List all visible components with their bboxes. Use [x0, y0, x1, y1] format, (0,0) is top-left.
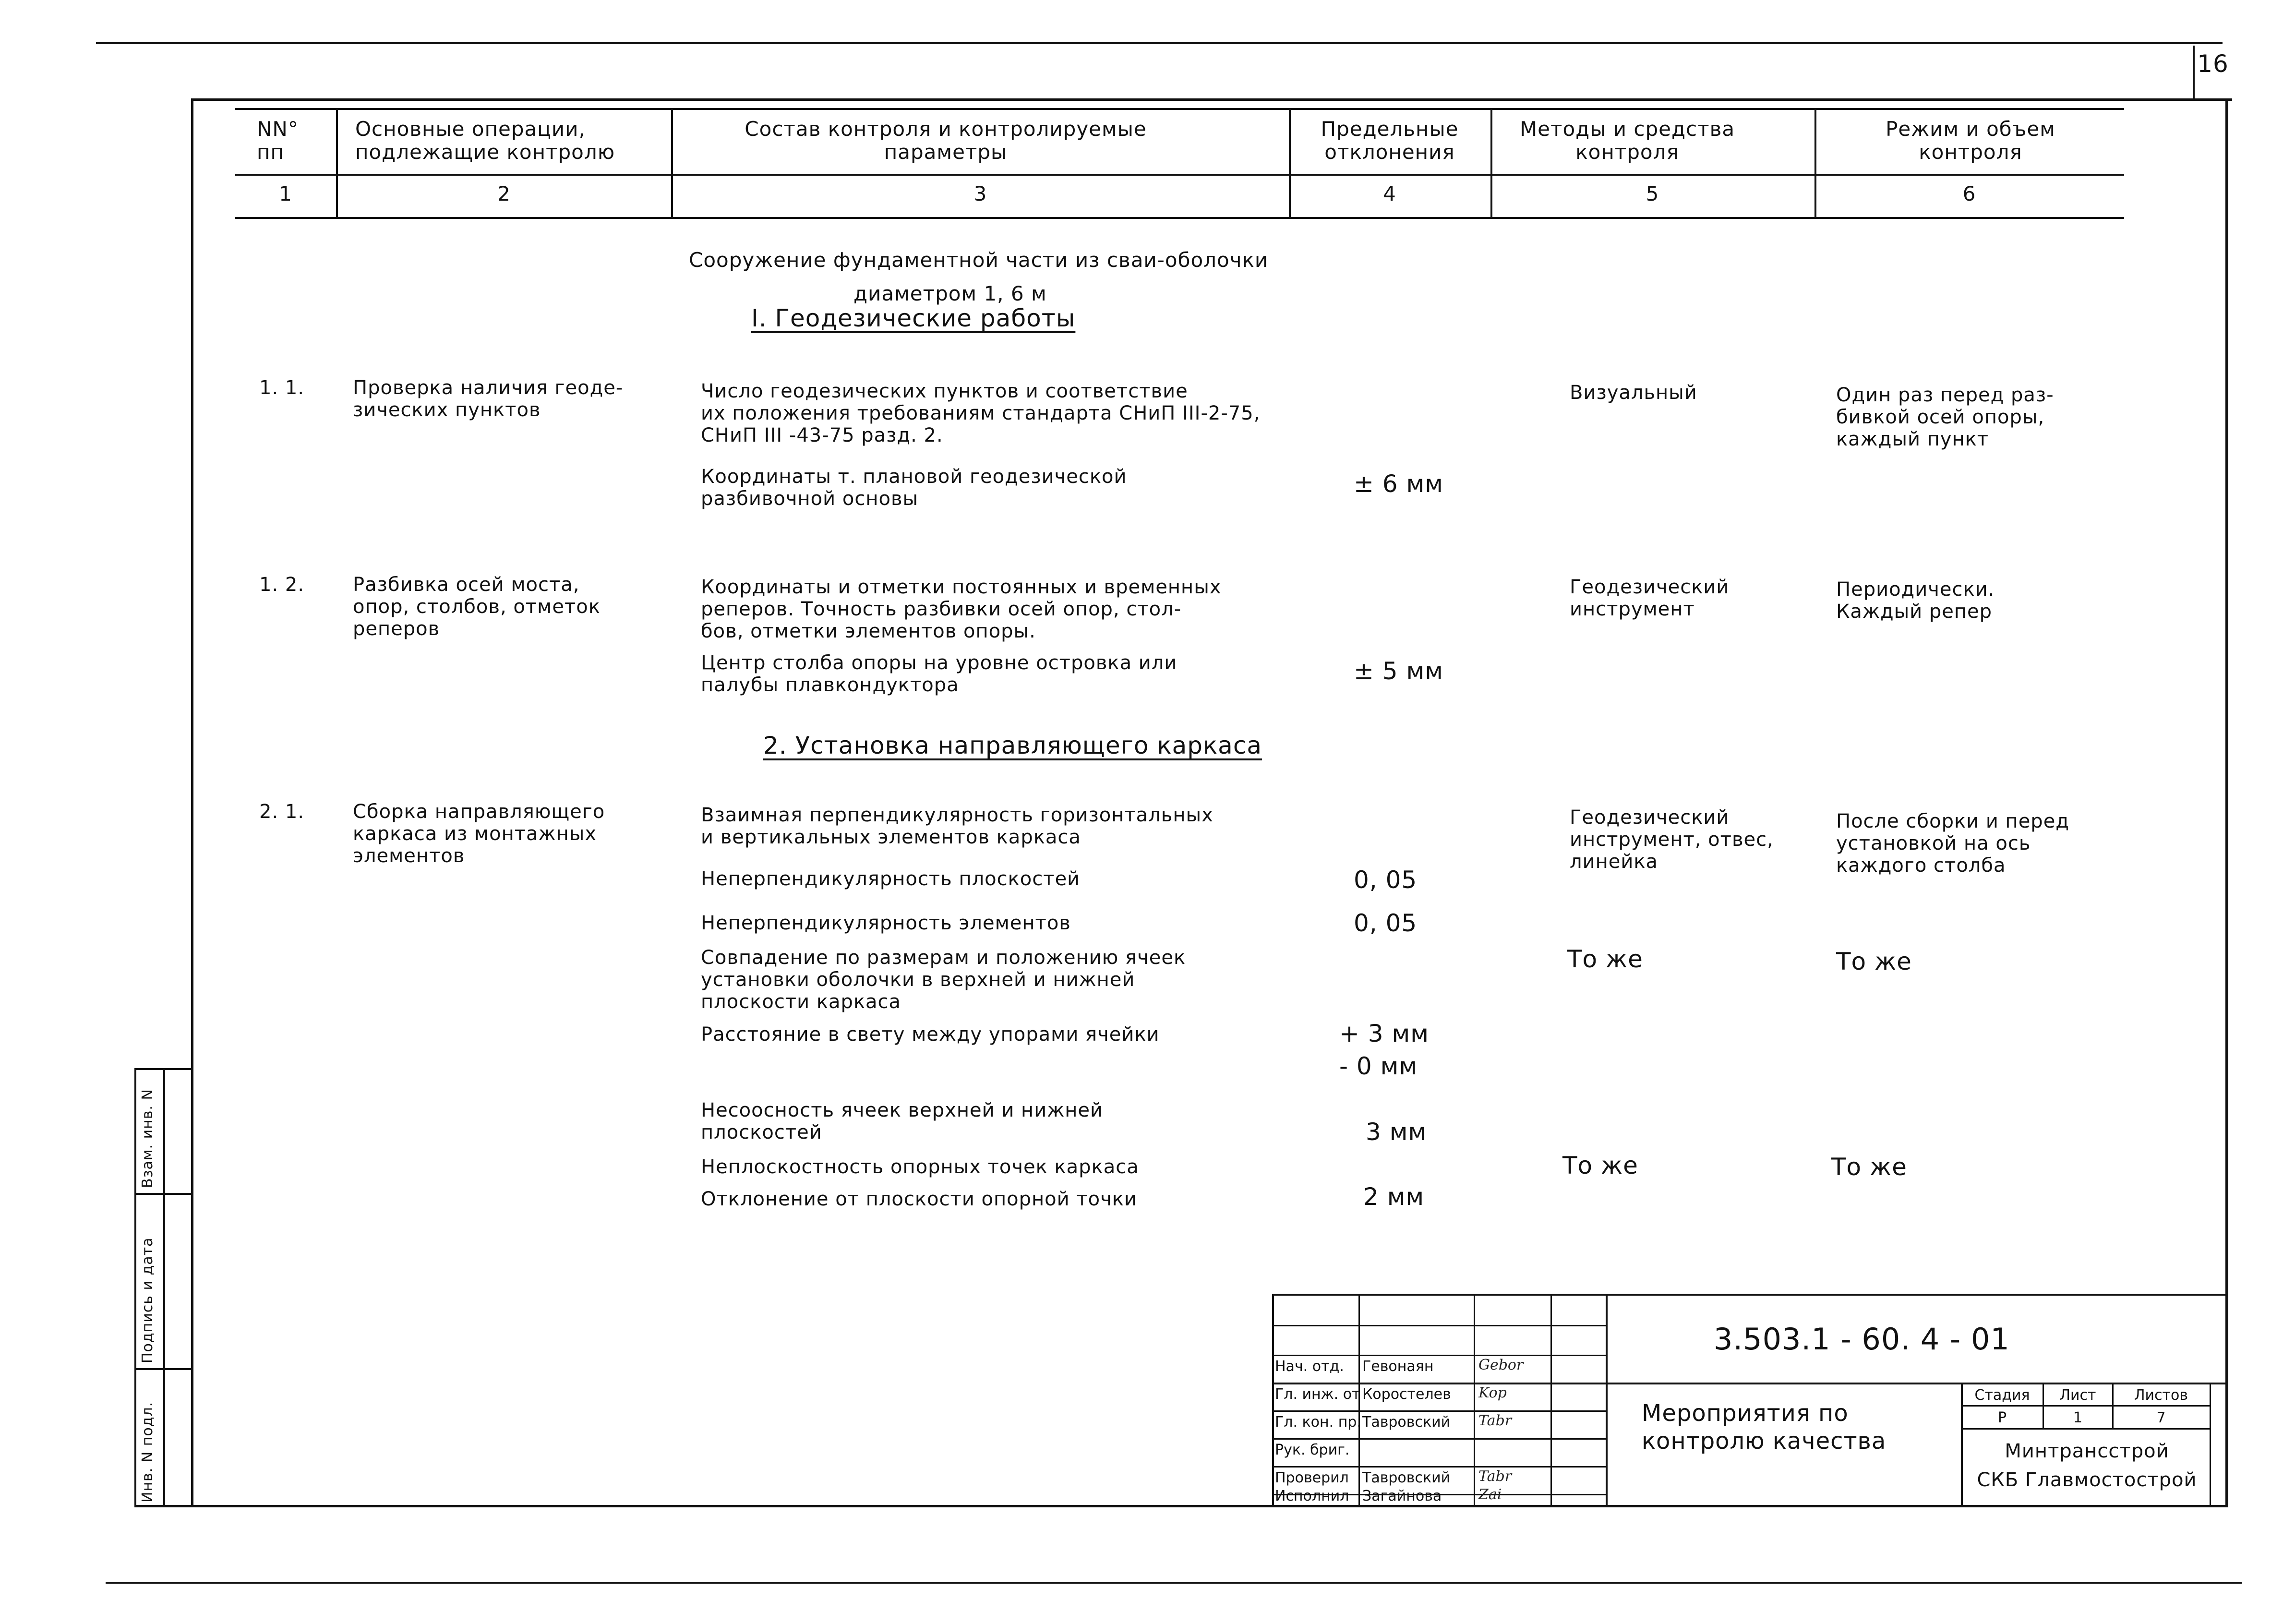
document-title-line1: Сооружение фундаментной части из сваи-оболочки	[689, 248, 1269, 272]
stamp-role-2: Гл. инж. от	[1275, 1386, 1360, 1403]
row21-number: 2. 1.	[259, 801, 305, 823]
stamp-name-1: Гевонаян	[1362, 1358, 1434, 1375]
stamp-role-5: Проверил	[1275, 1469, 1349, 1486]
stamp-sign-3: Tabr	[1478, 1412, 1512, 1429]
col-num-6: 6	[1962, 182, 1976, 205]
row12-number: 1. 2.	[259, 574, 305, 596]
stamp-sign-5: Tabr	[1478, 1468, 1512, 1485]
stamp-name-5: Тавровский	[1362, 1469, 1451, 1486]
header-col4: Предельные отклонения	[1321, 117, 1459, 164]
row11-number: 1. 1.	[259, 377, 305, 399]
frame-left	[191, 98, 193, 1507]
stamp-stage-value: Р	[1997, 1409, 2007, 1426]
row21-deviation5-minus: - 0 мм	[1339, 1052, 1418, 1080]
frame-top	[192, 98, 2232, 101]
top-margin-line	[96, 42, 2223, 44]
col-num-2: 2	[497, 182, 511, 205]
row12-method: Геодезический инструмент	[1570, 576, 1730, 620]
stamp-sheets-label: Листов	[2134, 1387, 2188, 1404]
row21-param2: Неперпендикулярность плоскостей	[701, 868, 1081, 890]
row12-param2: Центр столба опоры на уровне островка или палубы плавкондуктора	[701, 652, 1178, 696]
header-bottom-line	[235, 217, 2124, 219]
row21-deviation3: 0, 05	[1354, 909, 1418, 937]
header-col5: Методы и средства контроля	[1519, 117, 1735, 164]
stamp-sign-6: Zai	[1478, 1486, 1502, 1503]
row21-deviation8: 2 мм	[1363, 1183, 1425, 1211]
row12-mode: Периодически. Каждый репер	[1836, 578, 1995, 623]
section1-title: I. Геодезические работы	[751, 304, 1076, 332]
row21-deviation2: 0, 05	[1354, 866, 1418, 894]
row21-deviation5-plus: + 3 мм	[1339, 1020, 1429, 1047]
col-num-4: 4	[1383, 182, 1396, 205]
stamp-organization-1: Минтрансстрой	[2005, 1440, 2169, 1462]
row21-operation: Сборка направляющего каркаса из монтажных элементов	[353, 801, 605, 867]
header-mid-line	[235, 174, 2124, 176]
stamp-role-6: Исполнил	[1275, 1488, 1349, 1504]
stamp-sheet-label: Лист	[2059, 1387, 2096, 1404]
row21-method2: То же	[1567, 945, 1643, 973]
stamp-role-3: Гл. кон. пр.	[1275, 1414, 1361, 1431]
sheet-number: 16	[2197, 50, 2229, 78]
side-stamp-field-inv: Инв. N подл.	[139, 1401, 156, 1503]
header-col1: NN° пп	[257, 117, 299, 164]
row12-operation: Разбивка осей моста, опор, столбов, отметок реперов	[353, 574, 601, 640]
header-col2: Основные операции, подлежащие контролю	[355, 117, 615, 164]
stamp-role-4: Рук. бриг.	[1275, 1442, 1350, 1458]
row11-deviation2: ± 6 мм	[1354, 470, 1443, 498]
row21-param5: Расстояние в свету между упорами ячейки	[701, 1023, 1160, 1046]
col-num-3: 3	[973, 182, 987, 205]
header-col6: Режим и объем контроля	[1886, 117, 2055, 164]
row21-deviation6: 3 мм	[1366, 1118, 1427, 1146]
row21-param4: Совпадение по размерам и положению ячеек установки оболочки в верхней и нижней плоскости каркаса	[701, 947, 1186, 1013]
stamp-name-3: Тавровский	[1362, 1414, 1451, 1431]
row21-mode2: То же	[1836, 948, 1912, 975]
col-num-1: 1	[279, 182, 292, 205]
stamp-sign-2: Kop	[1478, 1384, 1507, 1401]
row21-param6: Несоосность ячеек верхней и нижней плоскостей	[701, 1099, 1103, 1143]
row21-param8: Отклонение от плоскости опорной точки	[701, 1188, 1137, 1210]
col-num-5: 5	[1646, 182, 1659, 205]
row11-param2: Координаты т. плановой геодезической разбивочной основы	[701, 466, 1127, 510]
stamp-name-6: Загайнова	[1362, 1488, 1442, 1504]
row21-param3: Неперпендикулярность элементов	[701, 912, 1071, 934]
section2-title: 2. Установка направляющего каркаса	[763, 732, 1262, 759]
stamp-sheets-value: 7	[2156, 1409, 2166, 1426]
document-title-line2: диаметром 1, 6 м	[853, 282, 1047, 305]
header-col3: Состав контроля и контролируемые параметры	[745, 117, 1147, 164]
stamp-document-code: 3.503.1 - 60. 4 - 01	[1714, 1322, 2010, 1357]
row11-method: Визуальный	[1570, 382, 1697, 404]
side-stamp	[134, 1068, 191, 1507]
row11-operation: Проверка наличия геоде- зических пунктов	[353, 377, 624, 421]
stamp-document-title: Мероприятия по контролю качества	[1642, 1400, 1886, 1455]
side-stamp-field-sign: Подпись и дата	[139, 1237, 156, 1363]
stamp-sheet-value: 1	[2073, 1409, 2083, 1426]
stamp-name-2: Коростелев	[1362, 1386, 1451, 1403]
stamp-stage-label: Стадия	[1974, 1387, 2030, 1404]
row21-method3: То же	[1562, 1152, 1638, 1179]
stamp-role-1: Нач. отд.	[1275, 1358, 1344, 1375]
side-stamp-field-replace: Взам. инв. N	[139, 1089, 156, 1188]
bottom-margin-line	[106, 1582, 2242, 1584]
stamp-organization-2: СКБ Главмостострой	[1977, 1469, 2197, 1491]
row21-method1: Геодезический инструмент, отвес, линейка	[1570, 806, 1774, 873]
sheet-number-box-left	[2193, 46, 2195, 99]
row12-param1: Координаты и отметки постоянных и временных реперов. Точность разбивки осей опор, стол- бов, отметки элементов опоры.	[701, 576, 1222, 642]
row11-mode: Один раз перед раз- бивкой осей опоры, каждый пункт	[1836, 384, 2054, 450]
header-top-line	[235, 108, 2124, 110]
row21-mode1: После сборки и перед установкой на ось каждого столба	[1836, 810, 2069, 877]
title-block	[1272, 1294, 2227, 1507]
row21-mode3: То же	[1831, 1153, 1907, 1181]
row11-param1: Число геодезических пунктов и соответствие их положения требованиям стандарта СНиП III-2-75, СНиП III -43-75 разд. 2.	[701, 380, 1261, 446]
stamp-sign-1: Gebor	[1478, 1357, 1524, 1373]
row12-deviation2: ± 5 мм	[1354, 657, 1443, 685]
row21-param1: Взаимная перпендикулярность горизонтальных и вертикальных элементов каркаса	[701, 804, 1214, 848]
row21-param7: Неплоскостность опорных точек каркаса	[701, 1156, 1139, 1178]
